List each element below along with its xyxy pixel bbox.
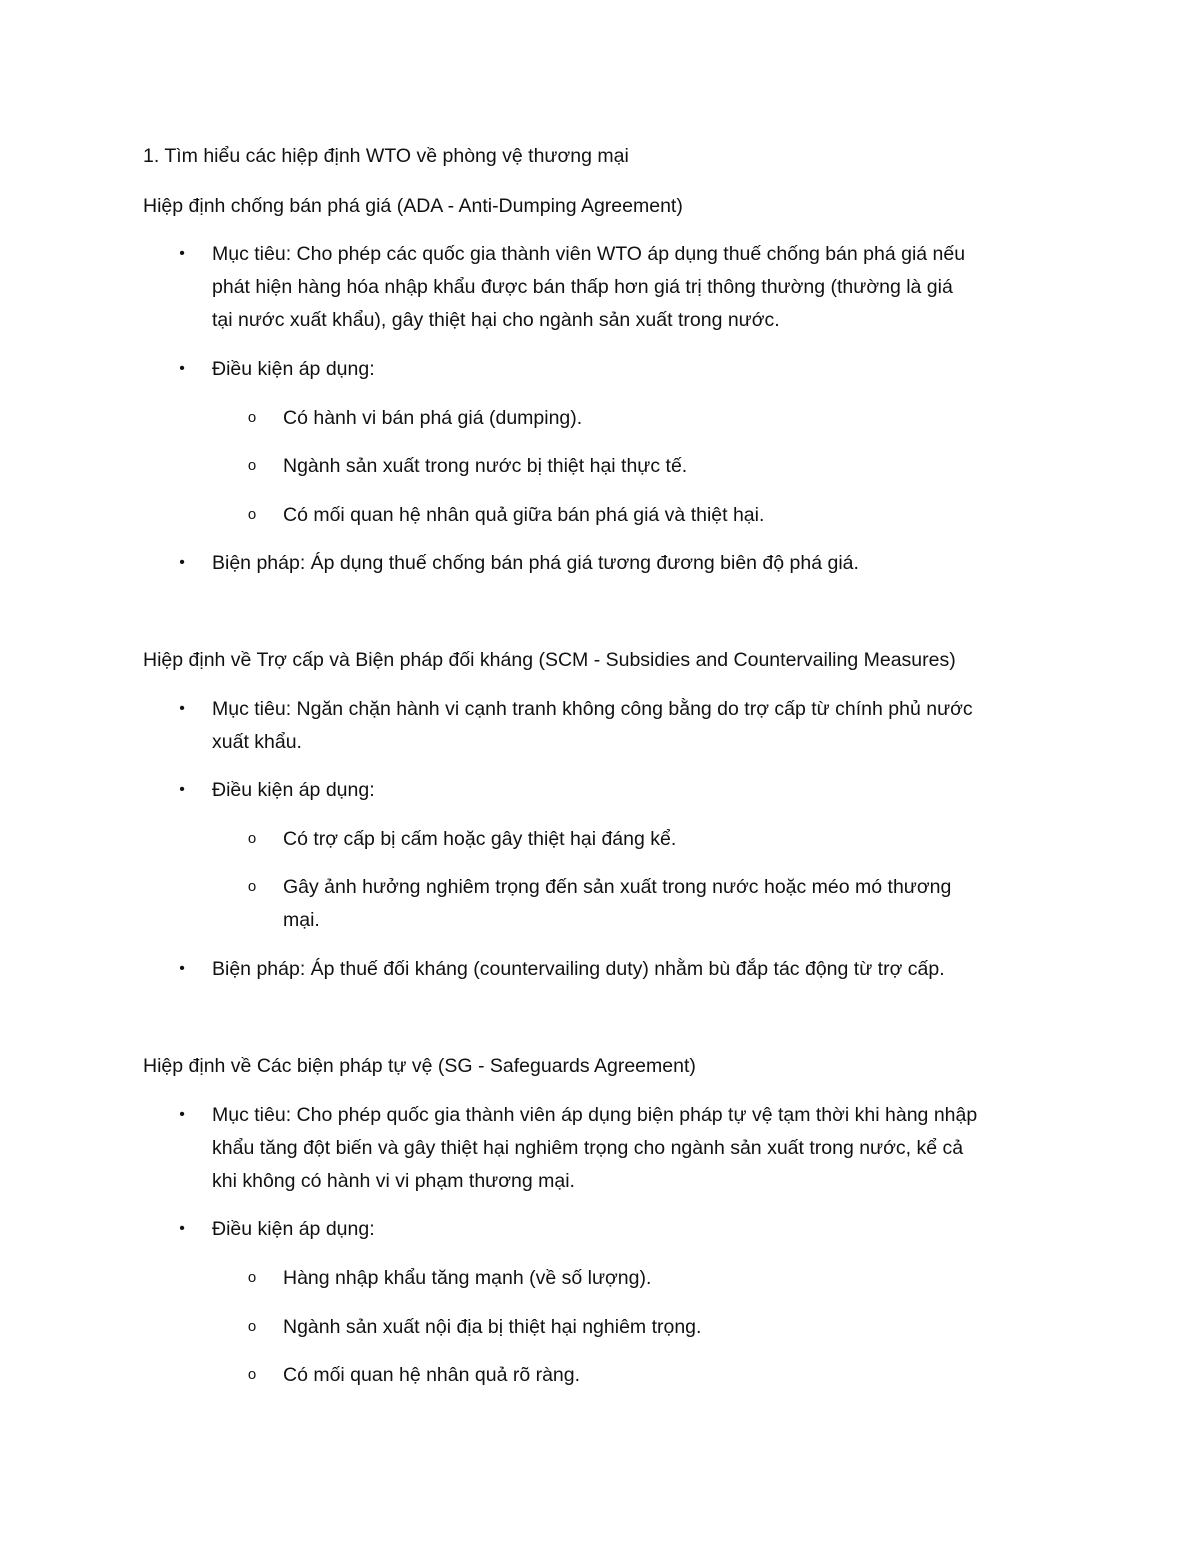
- condition-item: Có mối quan hệ nhân quả rõ ràng.: [283, 1364, 581, 1386]
- section-title: Hiệp định chống bán phá giá (ADA - Anti-Dumping Agreement): [143, 195, 683, 217]
- condition-item: Có mối quan hệ nhân quả giữa bán phá giá và thiệt hại.: [283, 504, 765, 526]
- sub-bullet-icon: o: [247, 1318, 257, 1335]
- section-title: Hiệp định về Trợ cấp và Biện pháp đối kháng (SCM - Subsidies and Countervailing Measures): [143, 649, 956, 671]
- objective-text: tại nước xuất khẩu), gây thiệt hại cho ngành sản xuất trong nước.: [212, 309, 780, 331]
- bullet-icon: •: [179, 554, 185, 571]
- condition-item-continued: mại.: [283, 909, 320, 931]
- measure-text: Biện pháp: Áp thuế đối kháng (countervailing duty) nhằm bù đắp tác động từ trợ cấp.: [212, 958, 945, 980]
- objective-text: khẩu tăng đột biến và gây thiệt hại nghiêm trọng cho ngành sản xuất trong nước, kể cả: [212, 1137, 964, 1159]
- sub-bullet-icon: o: [247, 1366, 257, 1383]
- condition-item: Ngành sản xuất nội địa bị thiệt hại nghiêm trọng.: [283, 1316, 702, 1338]
- objective-text: khi không có hành vi vi phạm thương mại.: [212, 1170, 575, 1192]
- bullet-icon: •: [179, 781, 185, 798]
- condition-item: Gây ảnh hưởng nghiêm trọng đến sản xuất trong nước hoặc méo mó thương: [283, 876, 952, 898]
- objective-text: phát hiện hàng hóa nhập khẩu được bán thấp hơn giá trị thông thường (thường là giá: [212, 276, 953, 298]
- bullet-icon: •: [179, 360, 185, 377]
- condition-item: Hàng nhập khẩu tăng mạnh (về số lượng).: [283, 1267, 652, 1289]
- sub-bullet-icon: o: [247, 878, 257, 895]
- condition-item: Ngành sản xuất trong nước bị thiệt hại thực tế.: [283, 455, 688, 477]
- objective-text: Mục tiêu: Ngăn chặn hành vi cạnh tranh không công bằng do trợ cấp từ chính phủ nước: [212, 698, 973, 720]
- conditions-label: Điều kiện áp dụng:: [212, 358, 375, 380]
- section-title: Hiệp định về Các biện pháp tự vệ (SG - Safeguards Agreement): [143, 1055, 696, 1077]
- page-title: 1. Tìm hiểu các hiệp định WTO về phòng vệ thương mại: [143, 145, 629, 167]
- sub-bullet-icon: o: [247, 1269, 257, 1286]
- sub-bullet-icon: o: [247, 457, 257, 474]
- objective-text: Mục tiêu: Cho phép các quốc gia thành viên WTO áp dụng thuế chống bán phá giá nếu: [212, 243, 966, 265]
- conditions-label: Điều kiện áp dụng:: [212, 1218, 375, 1240]
- bullet-icon: •: [179, 700, 185, 717]
- conditions-label: Điều kiện áp dụng:: [212, 779, 375, 801]
- sub-bullet-icon: o: [247, 830, 257, 847]
- condition-item: Có trợ cấp bị cấm hoặc gây thiệt hại đáng kể.: [283, 828, 677, 850]
- bullet-icon: •: [179, 1220, 185, 1237]
- sub-bullet-icon: o: [247, 409, 257, 426]
- bullet-icon: •: [179, 245, 185, 262]
- objective-text: xuất khẩu.: [212, 731, 302, 753]
- measure-text: Biện pháp: Áp dụng thuế chống bán phá giá tương đương biên độ phá giá.: [212, 552, 859, 574]
- sub-bullet-icon: o: [247, 506, 257, 523]
- condition-item: Có hành vi bán phá giá (dumping).: [283, 407, 583, 429]
- bullet-icon: •: [179, 960, 185, 977]
- bullet-icon: •: [179, 1106, 185, 1123]
- objective-text: Mục tiêu: Cho phép quốc gia thành viên áp dụng biện pháp tự vệ tạm thời khi hàng nhập: [212, 1104, 978, 1126]
